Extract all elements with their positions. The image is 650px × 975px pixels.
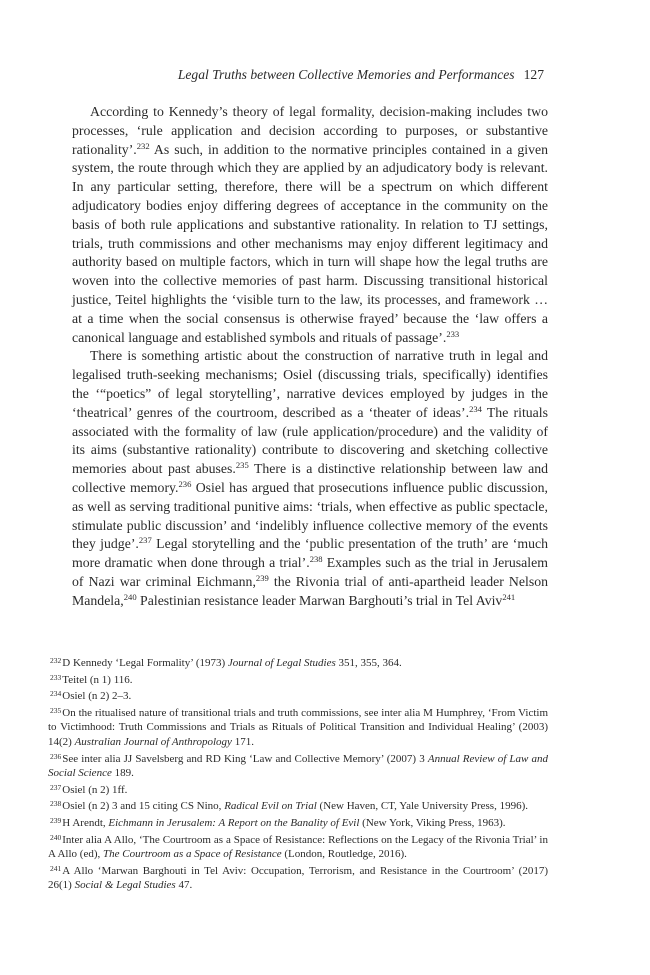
- footnote-text: Osiel (n 2) 3 and 15 citing CS Nino,: [62, 800, 225, 813]
- paragraph-text: The rituals associated with the formality of law (rule application/procedure) and the validity of its aims (substantive rationality) contribute to discovering and sketching collective memories about past abuses.: [72, 404, 548, 477]
- paragraph-text: There is a distinctive relationship between law and collective memory.: [72, 461, 548, 495]
- running-head: [70, 66, 544, 84]
- footnote: [48, 704, 548, 750]
- paragraph-text: the Rivonia trial of anti-apartheid leader Nelson Mandela,: [72, 573, 549, 608]
- paragraph-text: Examples such as the trial in Jerusalem of Nazi war criminal Eichmann,: [72, 555, 548, 589]
- footnote-text: On the ritualised nature of transitional trials and truth commissions, see inter alia M Humphrey, ‘From Victim to Victimhood: Truth Commissions and Trials as Rituals of Political Transition and Individual Healing’ (2003) 14(2): [48, 706, 548, 748]
- footnote-number: 235: [50, 705, 62, 715]
- running-head-title: Legal Truths between Collective Memories and Performances: [177, 67, 515, 82]
- footnote-reference: 234: [469, 403, 482, 414]
- footnote: [48, 781, 548, 798]
- footnote-text: Social & Legal Studies: [74, 879, 176, 892]
- footnote-number: 236: [50, 751, 62, 761]
- body-text: [72, 103, 548, 611]
- footnote-reference: 236: [178, 478, 192, 489]
- footnote-text: 189.: [111, 767, 134, 780]
- footnote-text: Journal of Legal Studies: [227, 657, 336, 669]
- footnote-text: D Kennedy ‘Legal Formality’ (1973): [62, 657, 228, 669]
- footnote-reference: 240: [123, 591, 137, 602]
- footnote-text: See inter alia JJ Savelsberg and RD King ‘Law and Collective Memory’ (2007) 3: [62, 752, 428, 765]
- footnote-reference: 235: [235, 460, 249, 471]
- footnote-number: 239: [50, 815, 62, 825]
- footnote-number: 241: [50, 863, 62, 873]
- footnote: [48, 862, 548, 893]
- footnote-text: Eichmann in Jerusalem: A Report on the Banality of Evil: [108, 816, 360, 829]
- paragraph-text: As such, in addition to the normative principles contained in a given system, the route through which they are applied by an adjudicatory body is relevant. In any particular setting, therefore, there will be a spectrum on which different adjudicatory bodies enjoy differing degrees of acceptance in the community on the basis of both rule applications and substantive rationality. In relation to TJ settings, trials, truth commissions and other mechanisms may enjoy different legitimacy and authority based on multiple factors, which in turn will shape how the legal truths are woven into the collective memories of past harm. Discussing transitional historical justice, Teitel highlights the ‘visible turn to the law, its processes, and framework … at a time when the social consensus is otherwise frayed’ because the ‘law offers a canonical language and established symbols and rituals of passage’.: [72, 141, 548, 345]
- footnote-text: Teitel (n 1) 116.: [62, 673, 133, 686]
- footnote-number: 233: [50, 672, 62, 682]
- footnote-text: A Allo ‘Marwan Barghouti in Tel Aviv: Occupation, Terrorism, and Resistance in the Courtroom’ (2017) 26(1): [48, 864, 548, 892]
- paragraph-text: Palestinian resistance leader Marwan Barghouti’s trial in Tel Aviv: [136, 592, 503, 608]
- footnote-text: H Arendt,: [62, 816, 109, 829]
- footnote-number: 232: [50, 656, 62, 665]
- footnote-reference: 241: [502, 591, 516, 602]
- footnote-text: 351, 355, 364.: [335, 657, 402, 669]
- footnote-text: (New York, Viking Press, 1963).: [359, 816, 506, 829]
- footnotes: [48, 654, 548, 893]
- footnote-reference: 233: [446, 328, 460, 339]
- footnote-text: Inter alia A Allo, ‘The Courtroom as a Space of Resistance: Reflections on the Legacy of the Rivonia Trial’ in A Allo (ed),: [48, 833, 548, 861]
- footnote: [48, 797, 548, 814]
- paragraph-text: According to Kennedy’s theory of legal formality, decision-making includes two processes, ‘rule application and decision according to purposes, or substantive rationality’.: [72, 104, 548, 157]
- footnote-text: Australian Journal of Anthropology: [74, 735, 232, 748]
- footnote-reference: 238: [309, 554, 323, 565]
- footnote-reference: 239: [255, 572, 269, 583]
- footnote-text: The Courtroom as a Space of Resistance: [103, 848, 282, 861]
- footnote-text: 47.: [175, 879, 193, 892]
- footnote: [48, 750, 548, 781]
- paragraph-text: There is something artistic about the construction of narrative truth in legal and legalised truth-seeking mechanisms; Osiel (discussing trials, specifically) identifies the ‘“poetics” of legal storytelling’, narrative devices employed by judges in the ‘theatrical’ genres of the courtroom, described as a ‘theater of ideas’.: [72, 348, 548, 420]
- footnote-number: 238: [50, 799, 62, 809]
- paragraph-text: Osiel has argued that prosecutions influence public discussion, as well as serving traditional punitive aims: ‘trials, when effective as public spectacle, stimulate public discussion’ and ‘indelibly influence collective memory of the events they judge’.: [72, 479, 549, 552]
- footnote-number: 240: [50, 832, 62, 842]
- footnote: [48, 687, 548, 704]
- body-paragraph: [72, 347, 548, 610]
- footnote: [48, 831, 548, 862]
- footnote: [48, 814, 548, 831]
- footnote-text: (London, Routledge, 2016).: [281, 848, 407, 861]
- footnote-text: (New Haven, CT, Yale University Press, 1996).: [316, 800, 528, 813]
- footnote-number: 234: [50, 689, 62, 699]
- footnote-text: Annual Review of Law and Social Science: [48, 752, 549, 780]
- footnote-text: 171.: [231, 735, 254, 748]
- footnote: [48, 654, 548, 671]
- page-number: 127: [523, 67, 544, 82]
- paragraph-text: Legal storytelling and the ‘public presentation of the truth’ are ‘much more dramatic when done through a trial’.: [72, 536, 548, 571]
- body-paragraph: [72, 103, 548, 347]
- footnote-number: 237: [50, 782, 62, 792]
- footnote-reference: 232: [136, 140, 150, 151]
- footnote: [48, 671, 548, 688]
- footnote-text: Radical Evil on Trial: [224, 800, 317, 813]
- footnote-text: Osiel (n 2) 2–3.: [62, 690, 132, 703]
- footnote-text: Osiel (n 2) 1ff.: [62, 783, 128, 796]
- footnote-reference: 237: [138, 535, 152, 546]
